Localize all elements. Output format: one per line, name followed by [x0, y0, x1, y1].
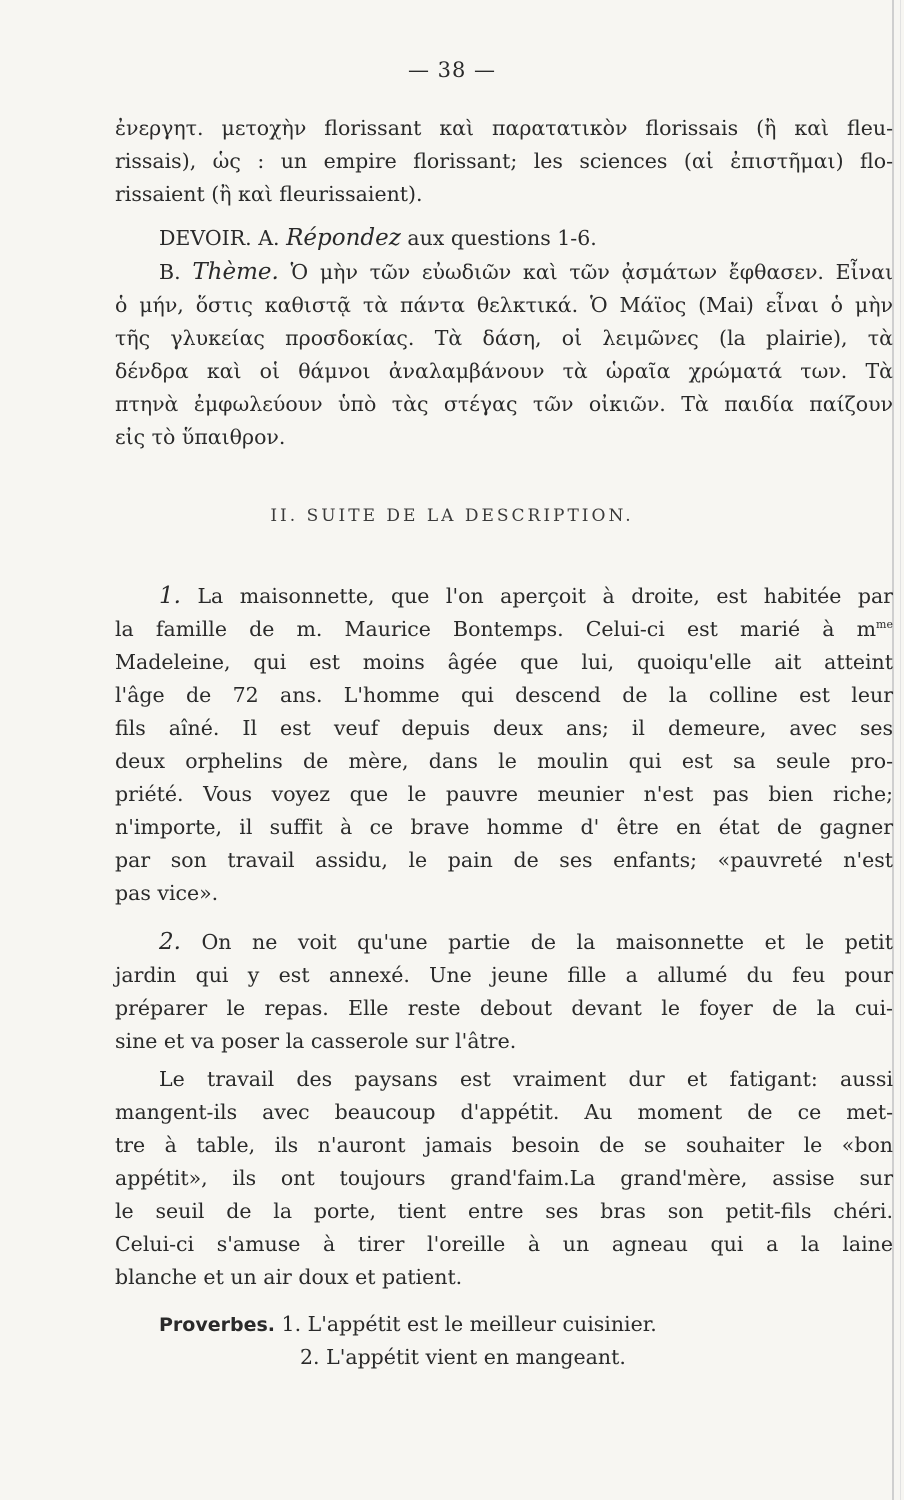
text-line: mangent-ils avec beaucoup d'appétit. Au moment de ce met-	[115, 1100, 893, 1124]
theme-text: Ὁ μὴν τῶν εὐωδιῶν καὶ τῶν ᾀσμάτων ἔφθασεν. Εἶναι	[290, 260, 893, 284]
text-line: Celui-ci s'amuse à tirer l'oreille à un agneau qui a la laine	[115, 1232, 893, 1256]
text-line: fils aîné. Il est veuf depuis deux ans; il demeure, avec ses	[115, 716, 893, 740]
text-line: Madeleine, qui est moins âgée que lui, quoiqu'elle ait atteint	[115, 650, 893, 674]
text-line: préparer le repas. Elle reste debout devant le foyer de la cui-	[115, 996, 893, 1020]
devoir-label: DEVOIR. A.	[159, 226, 280, 250]
intro-paragraph	[115, 112, 893, 211]
proverb-number: 2.	[300, 1345, 320, 1369]
proverbs-section	[115, 1308, 893, 1374]
text-line: rissais), ὡς : un empire florissant; les sciences (αἱ ἐπιστῆμαι) flo-	[115, 149, 893, 173]
text-line: δένδρα καὶ οἱ θάμνοι ἀναλαμβάνουν τὰ ὡραῖα χρώματά των. Τὰ	[115, 359, 893, 383]
theme-paragraph	[115, 256, 893, 454]
proverb-line	[115, 1308, 893, 1341]
section-heading: II. SUITE DE LA DESCRIPTION.	[270, 506, 634, 526]
theme-label: B.	[159, 260, 181, 284]
text-line	[115, 613, 893, 646]
theme-title: Thème.	[192, 259, 279, 285]
text-line: εἰς τὸ ὕπαιθρον.	[115, 425, 286, 449]
devoir-line	[115, 222, 893, 255]
devoir-instruction: Répondez	[286, 225, 401, 251]
abbrev-superscript: me	[876, 618, 893, 632]
text-line: priété. Vous voyez que le pauvre meunier n'est pas bien riche;	[115, 782, 893, 806]
text-line: le seuil de la porte, tient entre ses bras son petit-fils chéri.	[115, 1199, 893, 1223]
text-span: la famille de m. Maurice Bontemps. Celui-ci est marié à m	[115, 617, 877, 641]
text-line: blanche et un air doux et patient.	[115, 1265, 463, 1289]
paragraph-1	[115, 580, 893, 910]
paragraph-number: 1.	[159, 583, 181, 609]
proverb-line	[115, 1341, 893, 1374]
page-number: — 38 —	[407, 58, 497, 82]
paragraph-3	[115, 1063, 893, 1294]
text-line: n'importe, il suffit à ce brave homme d' être en état de gagner	[115, 815, 893, 839]
proverb-text: L'appétit vient en mangeant.	[326, 1345, 626, 1369]
proverb-number: 1.	[281, 1312, 302, 1336]
text-line: sine et va poser la casserole sur l'âtre.	[115, 1029, 517, 1053]
text-line	[115, 926, 893, 959]
text-line	[115, 256, 893, 289]
text-line: τῆς γλυκείας προσδοκίας. Τὰ δάση, οἱ λειμῶνες (la plairie), τὰ	[115, 326, 893, 350]
text-line: appétit», ils ont toujours grand'faim.La grand'mère, assise sur	[115, 1166, 893, 1190]
text-line: ἐνεργητ. μετοχὴν florissant καὶ παρατατικὸν florissais (ἢ καὶ fleu-	[115, 116, 893, 140]
text-line: Le travail des paysans est vraiment dur et fatigant: aussi	[159, 1067, 893, 1091]
paragraph-2	[115, 926, 893, 1058]
devoir-heading	[115, 222, 893, 255]
text-line: πτηνὰ ἐμφωλεύουν ὑπὸ τὰς στέγας τῶν οἰκιῶν. Τὰ παιδία παίζουν	[115, 392, 893, 416]
proverbs-label: Proverbes.	[159, 1314, 276, 1336]
text-line: pas vice».	[115, 881, 219, 905]
proverb-text: L'appétit est le meilleur cuisinier.	[307, 1312, 657, 1336]
paragraph-number: 2.	[159, 929, 181, 955]
text-line: jardin qui y est annexé. Une jeune fille a allumé du feu pour	[115, 963, 893, 987]
text-line: par son travail assidu, le pain de ses enfants; «pauvreté n'est	[115, 848, 893, 872]
text-line: rissaient (ἢ καὶ fleurissaient).	[115, 182, 423, 206]
text-line: deux orphelins de mère, dans le moulin qui est sa seule pro-	[115, 749, 893, 773]
text-line: ὁ μήν, ὅστις καθιστᾷ τὰ πάντα θελκτικά. Ὁ Μάϊος (Mai) εἶναι ὁ μὴν	[115, 293, 893, 317]
devoir-rest: aux questions 1-6.	[407, 226, 597, 250]
text-line: l'âge de 72 ans. L'homme qui descend de la colline est leur	[115, 683, 893, 707]
page-edge-line-outer	[900, 0, 901, 1500]
text-line	[115, 580, 893, 613]
text-span: La maisonnette, que l'on aperçoit à droite, est habitée par	[197, 584, 893, 608]
text-line: tre à table, ils n'auront jamais besoin de se souhaiter le «bon	[115, 1133, 893, 1157]
text-span: On ne voit qu'une partie de la maisonnette et le petit	[201, 930, 893, 954]
